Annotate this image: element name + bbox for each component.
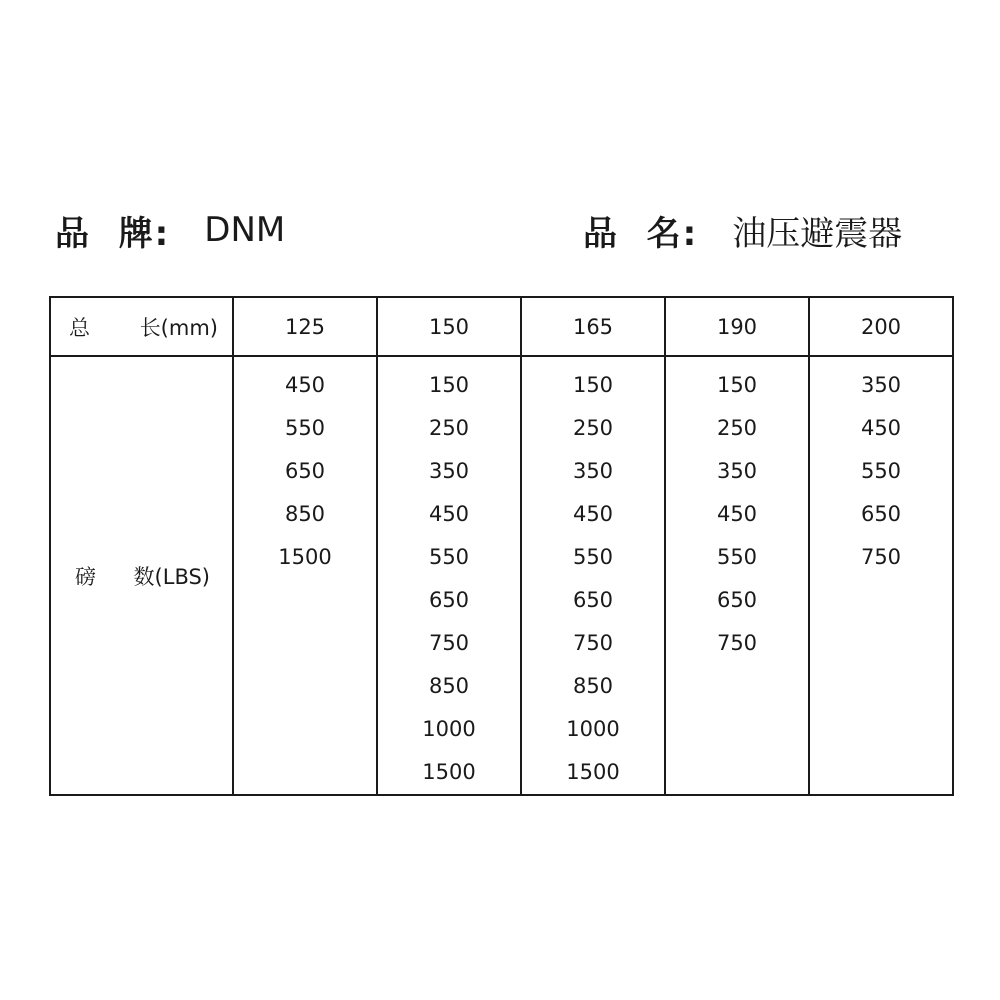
lbs-value: 750 xyxy=(716,631,758,655)
lbs-value: 550 xyxy=(860,459,902,483)
lbs-values-cell xyxy=(809,356,953,795)
lbs-value: 350 xyxy=(572,459,614,483)
length-cell: 200 xyxy=(809,297,953,356)
length-cell: 190 xyxy=(665,297,809,356)
lbs-value: 250 xyxy=(428,416,470,440)
lbs-value: 650 xyxy=(716,588,758,612)
lbs-value: 550 xyxy=(284,416,326,440)
length-label-right: 长(mm) xyxy=(139,315,218,340)
lbs-value: 450 xyxy=(716,502,758,526)
lbs-row xyxy=(50,356,953,795)
lbs-value: 650 xyxy=(860,502,902,526)
length-label-left: 总 xyxy=(69,315,90,340)
brand-header xyxy=(55,205,285,255)
length-cell: 165 xyxy=(521,297,665,356)
lbs-value: 1000 xyxy=(422,717,476,741)
lbs-value: 850 xyxy=(572,674,614,698)
product-header xyxy=(583,205,902,255)
lbs-value: 350 xyxy=(428,459,470,483)
lbs-value: 1500 xyxy=(278,545,332,569)
lbs-value: 250 xyxy=(572,416,614,440)
lbs-label-cell xyxy=(50,356,233,795)
lbs-value: 1000 xyxy=(566,717,620,741)
lbs-value: 1500 xyxy=(422,760,476,784)
lbs-value: 150 xyxy=(428,373,470,397)
lbs-value: 650 xyxy=(572,588,614,612)
lbs-value: 450 xyxy=(860,416,902,440)
lbs-value: 650 xyxy=(428,588,470,612)
lbs-value: 650 xyxy=(284,459,326,483)
lbs-value: 550 xyxy=(572,545,614,569)
lbs-value: 150 xyxy=(572,373,614,397)
lbs-values-cell xyxy=(233,356,377,795)
lbs-label-left: 磅 xyxy=(75,564,96,589)
lbs-label-right: 数(LBS) xyxy=(133,564,210,589)
lbs-value: 850 xyxy=(284,502,326,526)
lbs-value: 550 xyxy=(428,545,470,569)
lbs-value: 850 xyxy=(428,674,470,698)
brand-label: 品 牌: xyxy=(55,213,171,254)
lbs-values-cell xyxy=(665,356,809,795)
lbs-value: 750 xyxy=(860,545,902,569)
lbs-value: 550 xyxy=(716,545,758,569)
lbs-value: 350 xyxy=(860,373,902,397)
lbs-value: 450 xyxy=(572,502,614,526)
lbs-value: 750 xyxy=(428,631,470,655)
spec-table xyxy=(49,296,954,796)
lbs-value: 750 xyxy=(572,631,614,655)
lbs-value: 250 xyxy=(716,416,758,440)
brand-value: DNM xyxy=(204,210,286,250)
lbs-value: 450 xyxy=(428,502,470,526)
product-value: 油压避震器 xyxy=(732,213,903,254)
lbs-value: 1500 xyxy=(566,760,620,784)
length-cell: 150 xyxy=(377,297,521,356)
product-label: 品 名: xyxy=(583,213,699,254)
lbs-value: 150 xyxy=(716,373,758,397)
lbs-value: 450 xyxy=(284,373,326,397)
length-label-cell xyxy=(50,297,233,356)
length-row xyxy=(50,297,953,356)
lbs-values-cell xyxy=(521,356,665,795)
lbs-values-cell xyxy=(377,356,521,795)
lbs-value: 350 xyxy=(716,459,758,483)
length-cell: 125 xyxy=(233,297,377,356)
